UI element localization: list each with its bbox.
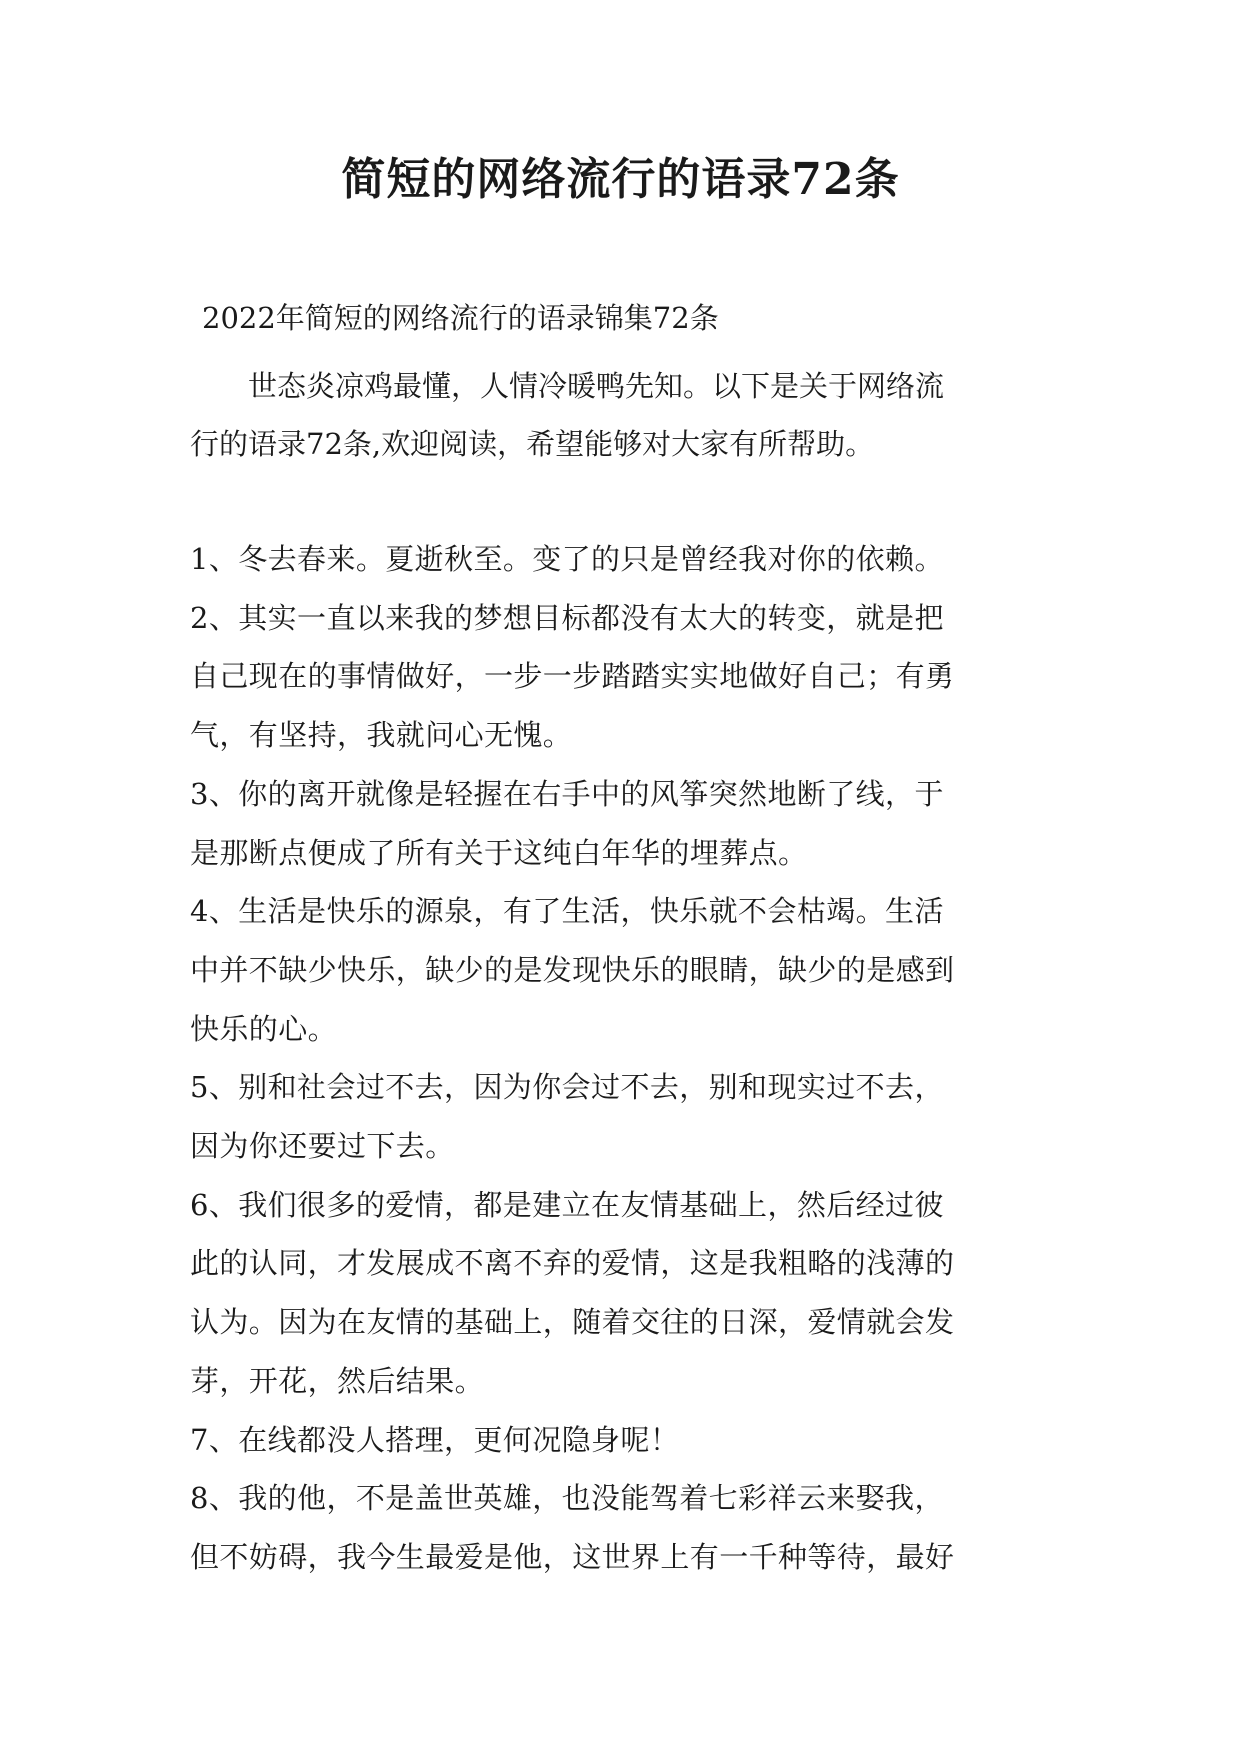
list-item-line: 7、在线都没人搭理，更何况隐身呢！ xyxy=(190,1422,680,1457)
list-item-line: 2、其实一直以来我的梦想目标都没有太大的转变，就是把 xyxy=(190,600,944,635)
list-item-line: 但不妨碍，我今生最爱是他，这世界上有一千种等待，最好 xyxy=(190,1539,955,1574)
list-item-line: 3、你的离开就像是轻握在右手中的风筝突然地断了线，于 xyxy=(190,776,944,811)
intro-line: 行的语录72条,欢迎阅读，希望能够对大家有所帮助。 xyxy=(190,427,875,461)
list-item-line: 5、别和社会过不去，因为你会过不去，别和现实过不去， xyxy=(190,1070,944,1105)
intro-line: 世态炎凉鸡最懂，人情冷暖鸭先知。以下是关于网络流 xyxy=(248,369,945,403)
list-item-line: 此的认同，才发展成不离不弃的爱情，这是我粗略的浅薄的 xyxy=(190,1246,955,1281)
list-item xyxy=(190,589,954,765)
list-item xyxy=(190,882,954,1058)
list-item-line: 8、我的他，不是盖世英雄，也没能驾着七彩祥云来娶我， xyxy=(190,1481,944,1516)
list-item xyxy=(190,530,954,589)
list-item-line: 中并不缺少快乐，缺少的是发现快乐的眼睛，缺少的是感到 xyxy=(190,952,955,987)
intro-paragraph xyxy=(190,357,944,473)
list-item xyxy=(190,1411,954,1470)
list-item xyxy=(190,1176,954,1411)
list-item-line: 快乐的心。 xyxy=(190,1011,338,1046)
list-item-line: 芽，开花，然后结果。 xyxy=(190,1363,485,1398)
document-title: 简短的网络流行的语录72条 xyxy=(341,154,900,205)
list-item xyxy=(190,1469,954,1586)
list-item xyxy=(190,765,954,882)
list-item-line: 1、冬去春来。夏逝秋至。变了的只是曾经我对你的依赖。 xyxy=(190,542,944,576)
document-subtitle: 2022年简短的网络流行的语录锦集72条 xyxy=(202,301,719,335)
list-item-line: 自己现在的事情做好，一步一步踏踏实实地做好自己；有勇 xyxy=(190,659,955,694)
list-item-line: 4、生活是快乐的源泉，有了生活，快乐就不会枯竭。生活 xyxy=(190,894,944,929)
quote-list xyxy=(190,530,954,1587)
list-item xyxy=(190,1058,954,1175)
list-item-line: 是那断点便成了所有关于这纯白年华的埋葬点。 xyxy=(190,835,808,870)
list-item-line: 气，有坚持，我就问心无愧。 xyxy=(190,718,573,753)
list-item-line: 6、我们很多的爱情，都是建立在友情基础上，然后经过彼 xyxy=(190,1187,944,1222)
list-item-line: 因为你还要过下去。 xyxy=(190,1129,455,1164)
list-item-line: 认为。因为在友情的基础上，随着交往的日深，爱情就会发 xyxy=(190,1305,955,1340)
